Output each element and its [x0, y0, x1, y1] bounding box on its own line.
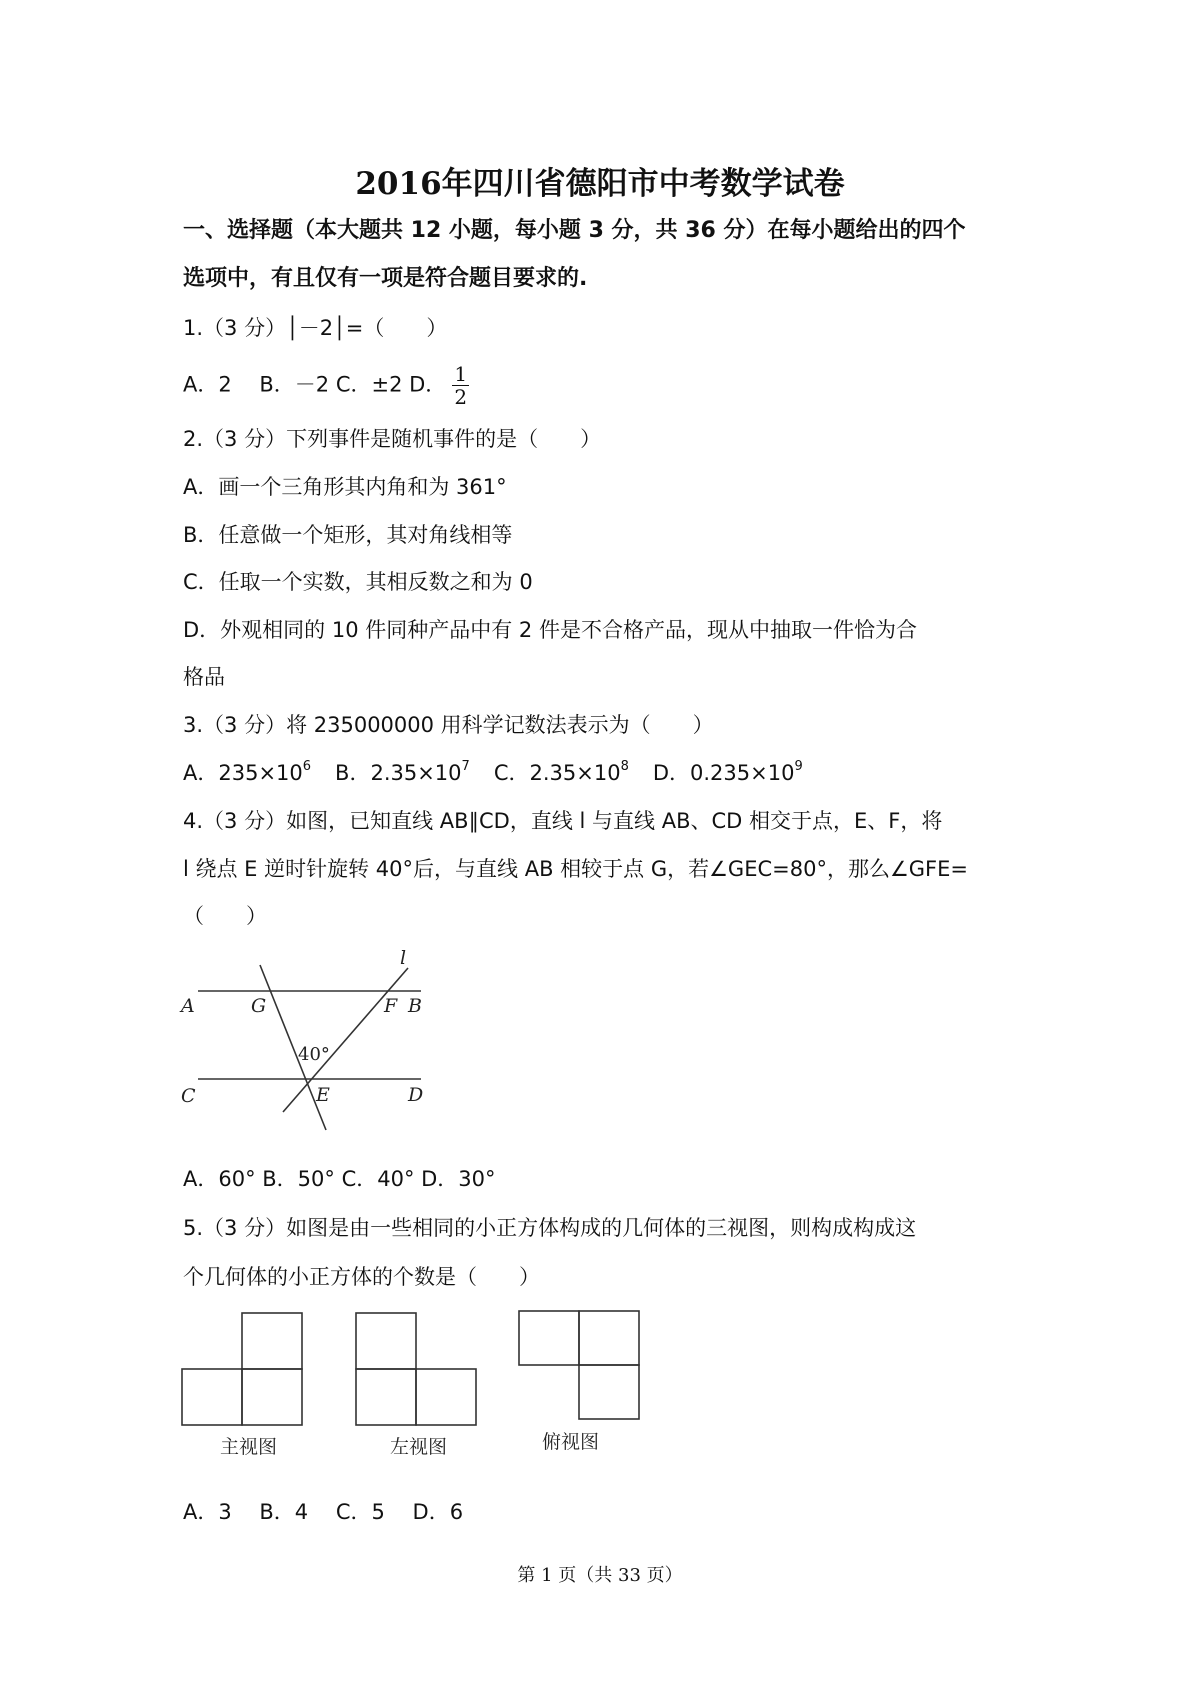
label-g: G: [251, 995, 267, 1017]
q2-stem: 2.（3 分）下列事件是随机事件的是（ ）: [183, 427, 602, 451]
q4-line2: l 绕点 E 逆时针旋转 40°后，与直线 AB 相较于点 G，若∠GEC=80°，那么∠GFE=: [183, 857, 968, 881]
label-e: E: [316, 1084, 330, 1106]
q2-option-b: B．任意做一个矩形，其对角线相等: [183, 523, 513, 547]
label-f: F: [384, 995, 398, 1017]
q3-option-d-exp: 9: [794, 759, 803, 774]
q5-line1: 5.（3 分）如图是由一些相同的小正方体构成的几何体的三视图，则构成构成这: [183, 1216, 917, 1240]
q3-option-a-exp: 6: [302, 759, 312, 774]
left-view-label: 左视图: [390, 1436, 448, 1458]
q4-line3: （ ）: [183, 904, 267, 928]
top-view-label: 俯视图: [542, 1431, 600, 1453]
q5-three-views: [180, 1305, 680, 1465]
q2-option-d-line1: D．外观相同的 10 件同种产品中有 2 件是不合格产品，现从中抽取一件恰为合: [183, 618, 917, 642]
q2-option-c: C．任取一个实数，其相反数之和为 0: [183, 570, 533, 594]
label-a: A: [181, 995, 195, 1017]
label-l: l: [400, 947, 407, 969]
top-view: [519, 1311, 639, 1419]
q3-option-c: C．2.35×10: [493, 761, 621, 785]
label-c: C: [181, 1085, 196, 1107]
q2-option-a: A．画一个三角形其内角和为 361°: [183, 475, 507, 499]
label-d: D: [408, 1084, 424, 1106]
q1-fraction-numerator: 1: [454, 362, 468, 386]
q3-options: [183, 758, 803, 788]
page-footer: 第 1 页（共 33 页）: [517, 1565, 683, 1586]
q1-options-text: A．2 B．－2 C．±2 D．: [183, 372, 447, 397]
q1-options: [183, 363, 469, 408]
line-l: [283, 968, 408, 1112]
front-view-label: 主视图: [220, 1436, 278, 1458]
front-view: [182, 1313, 302, 1425]
q3-option-b-exp: 7: [461, 759, 470, 774]
q3-option-c-exp: 8: [620, 759, 629, 774]
q1-stem: 1.（3 分）│－2│=（ ）: [183, 316, 448, 340]
label-b: B: [408, 995, 422, 1017]
q2-option-d-line2: 格品: [183, 665, 225, 689]
q4-options: A．60° B．50° C．40° D．30°: [183, 1167, 496, 1191]
q1-fraction: [452, 363, 469, 408]
q1-fraction-denominator: 2: [454, 385, 468, 409]
page-title: 2016年四川省德阳市中考数学试卷: [355, 166, 845, 202]
q4-figure: [178, 946, 438, 1146]
section-heading-line2: 选项中，有且仅有一项是符合题目要求的.: [183, 266, 588, 291]
label-angle-40: 40°: [298, 1044, 330, 1065]
q3-option-d: D．0.235×10: [652, 761, 795, 785]
q5-line2: 个几何体的小正方体的个数是（ ）: [183, 1265, 540, 1289]
section-heading-line1: 一、选择题（本大题共 12 小题，每小题 3 分，共 36 分）在每小题给出的四个: [183, 218, 966, 243]
q4-line1: 4.（3 分）如图，已知直线 AB∥CD，直线 l 与直线 AB、CD 相交于点，E、F，将: [183, 809, 943, 833]
q3-option-b: B．2.35×10: [335, 761, 462, 785]
q3-option-a: A．235×10: [183, 761, 303, 785]
q3-stem: 3.（3 分）将 235000000 用科学记数法表示为（ ）: [183, 713, 714, 737]
left-view: [356, 1313, 476, 1425]
q5-options: A．3 B．4 C．5 D．6: [183, 1500, 464, 1524]
